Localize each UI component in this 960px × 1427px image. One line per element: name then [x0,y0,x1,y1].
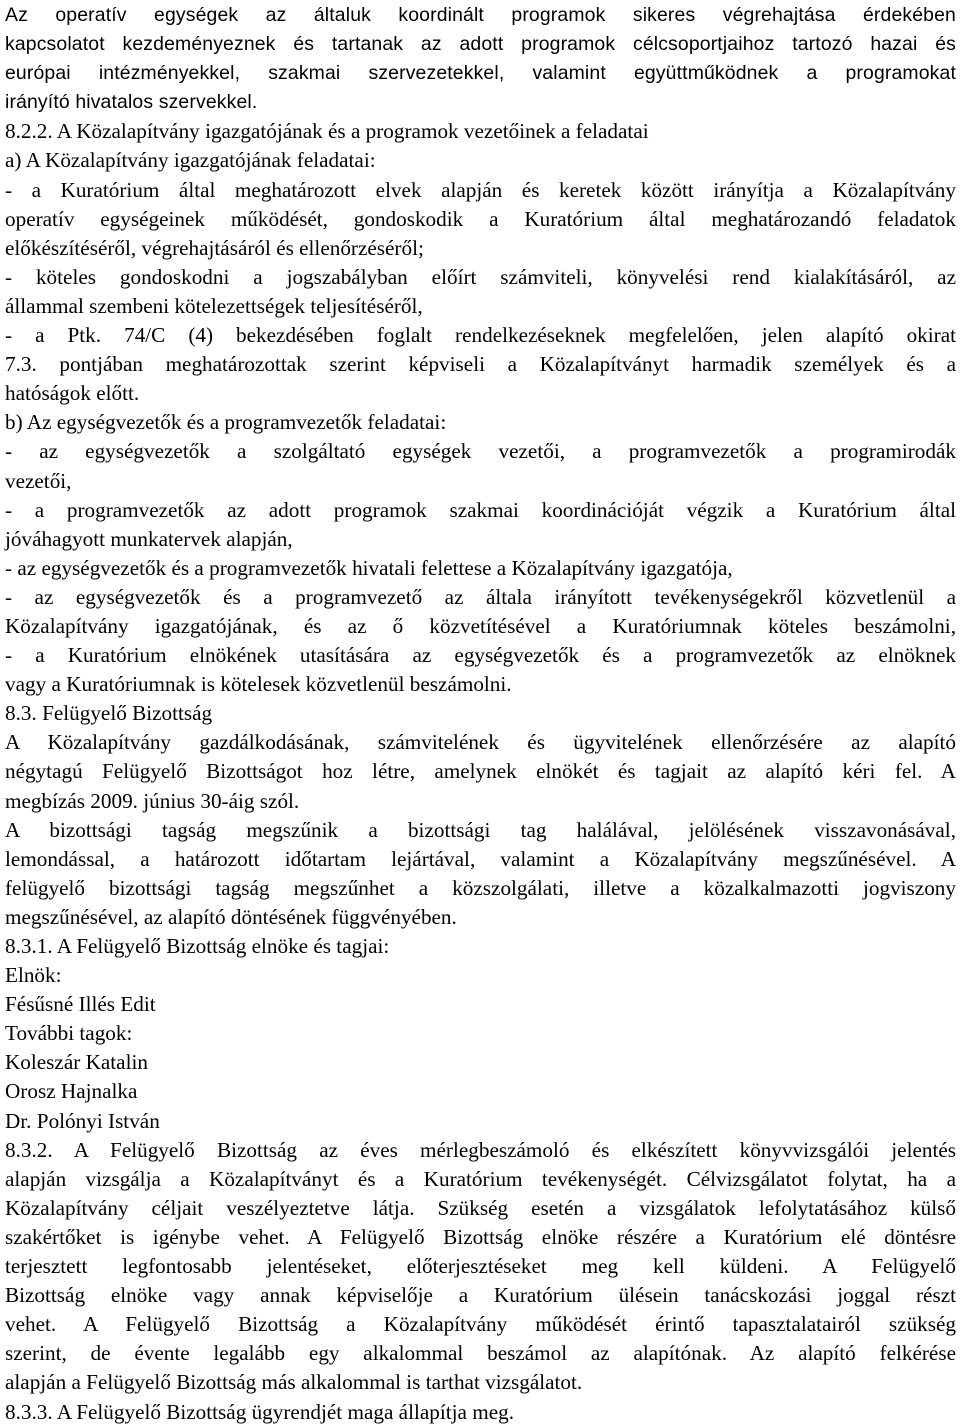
text-line: Közalapítvány igazgatójának, és az ő közvetítésével a Kuratóriumnak köteles beszámolni, [5,613,956,638]
list-item: - az egységvezetők a szolgáltató egységek vezetői, a programvezetők a programirodák [5,439,956,464]
text-line: szakértőket is igénybe vehet. A Felügyelő Bizottság elnöke részére a Kuratórium elé döntésre [5,1224,956,1249]
text-line: vezetői, [5,468,72,493]
text-line: a) A Közalapítvány igazgatójának feladatai: [5,148,376,173]
text-line: vagy a Kuratóriumnak is kötelesek közvetlenül beszámolni. [5,672,512,697]
person-name: Fésűsné Illés Edit [5,992,156,1017]
text-line: Az operatív egységek az általuk koordinált programok sikeres végrehajtása érdekében [5,4,956,26]
text-line: állammal szembeni kötelezettségek teljesítéséről, [5,293,423,318]
list-item: - a Kuratórium által meghatározott elvek alapján és keretek között irányítja a Közalapítvány [5,177,956,202]
text-line: hatóságok előtt. [5,381,140,406]
text-line: európai intézményekkel, szakmai szervezetekkel, valamint együttműködnek a programokat [5,62,956,85]
text-line: szerint, de évente legalább egy alkalommal beszámol az alapítónak. Az alapító felkérése [5,1341,956,1366]
section-heading-8-3-2: 8.3.2. A Felügyelő Bizottság az éves mérlegbeszámoló és elkészített könyvvizsgálói jelentés [5,1137,956,1162]
text-line: alapján a Felügyelő Bizottság más alkalommal is tarthat vizsgálatot. [5,1370,583,1395]
text-line: kapcsolatot kezdeményeznek és tartanak az adott programok célcsoportjaihoz tartozó hazai és [5,33,956,56]
text-line: irányító hivatalos szervekkel. [5,91,258,114]
text-line: előkészítéséről, végrehajtásáról és ellenőrzéséről; [5,235,424,260]
text-line: alapján vizsgálja a Közalapítványt és a Kuratórium tevékenységét. Célvizsgálatot folytat, ha a [5,1166,956,1191]
list-item: - köteles gondoskodni a jogszabályban előírt számviteli, könyvelési rend kialakításáról, az [5,264,956,289]
text-line: jóváhagyott munkatervek alapján, [5,526,293,551]
text-line: b) Az egységvezetők és a programvezetők feladatai: [5,410,447,435]
section-heading-8-3-3: 8.3.3. A Felügyelő Bizottság ügyrendjét maga állapítja meg. [5,1399,514,1424]
text-line: Bizottság elnöke vagy annak képviselője a Kuratórium ülésein tanácskozási joggal részt [5,1283,956,1308]
section-heading-8-2-2: 8.2.2. A Közalapítvány igazgatójának és a programok vezetőinek a feladatai [5,119,649,144]
list-item: - az egységvezetők és a programvezetők hivatali felettese a Közalapítvány igazgatója, [5,555,733,580]
person-name: Dr. Polónyi István [5,1108,160,1133]
text-line: lemondással, a határozott időtartam lejártával, valamint a Közalapítvány megszűnésével. A [5,846,956,871]
list-item: - a programvezetők az adott programok szakmai koordinációját végzik a Kuratórium által [5,497,956,522]
text-line: A bizottsági tagság megszűnik a bizottsági tag halálával, jelölésének visszavonásával, [5,817,956,842]
text-line: megbízás 2009. június 30-áig szól. [5,788,300,813]
text-line: terjesztett legfontosabb jelentéseket, előterjesztéseket meg kell küldeni. A Felügyelő [5,1254,956,1279]
list-item: - a Ptk. 74/C (4) bekezdésében foglalt rendelkezéseknek megfelelően, jelen alapító okirat [5,323,956,348]
text-line: Közalapítvány céljait veszélyeztetve látja. Szükség esetén a vizsgálatok lefolytatásához külső [5,1195,956,1220]
text-line: vehet. A Felügyelő Bizottság a Közalapítvány működését érintő tapasztalatairól szükség [5,1312,956,1337]
section-heading-8-3-1: 8.3.1. A Felügyelő Bizottság elnöke és tagjai: [5,934,390,958]
list-item: - a Kuratórium elnökének utasítására az egységvezetők és a programvezetők az elnöknek [5,643,956,668]
person-name: Orosz Hajnalka [5,1079,138,1104]
text-line: négytagú Felügyelő Bizottságot hoz létre, amelynek elnökét és tagjait az alapító kéri fel. A [5,759,956,784]
text-line: A Közalapítvány gazdálkodásának, számvitelének és ügyvitelének ellenőrzésére az alapító [5,730,956,755]
person-name: Koleszár Katalin [5,1050,148,1075]
text-line: megszűnésével, az alapító döntésének függvényében. [5,904,457,929]
text-line: További tagok: [5,1021,133,1046]
document-page [5,0,956,1427]
text-line: operatív egységeinek működését, gondoskodik a Kuratórium által meghatározandó feladatok [5,206,956,231]
list-item: - az egységvezetők és a programvezető az általa irányított tevékenységekről közvetlenül a [5,584,956,609]
text-line: felügyelő bizottsági tagság megszűnhet a közszolgálati, illetve a közalkalmazotti jogviszony [5,875,956,900]
section-heading-8-3: 8.3. Felügyelő Bizottság [5,701,213,726]
text-line: 7.3. pontjában meghatározottak szerint képviseli a Közalapítványt harmadik személyek és a [5,352,956,377]
text-line: Elnök: [5,963,62,988]
